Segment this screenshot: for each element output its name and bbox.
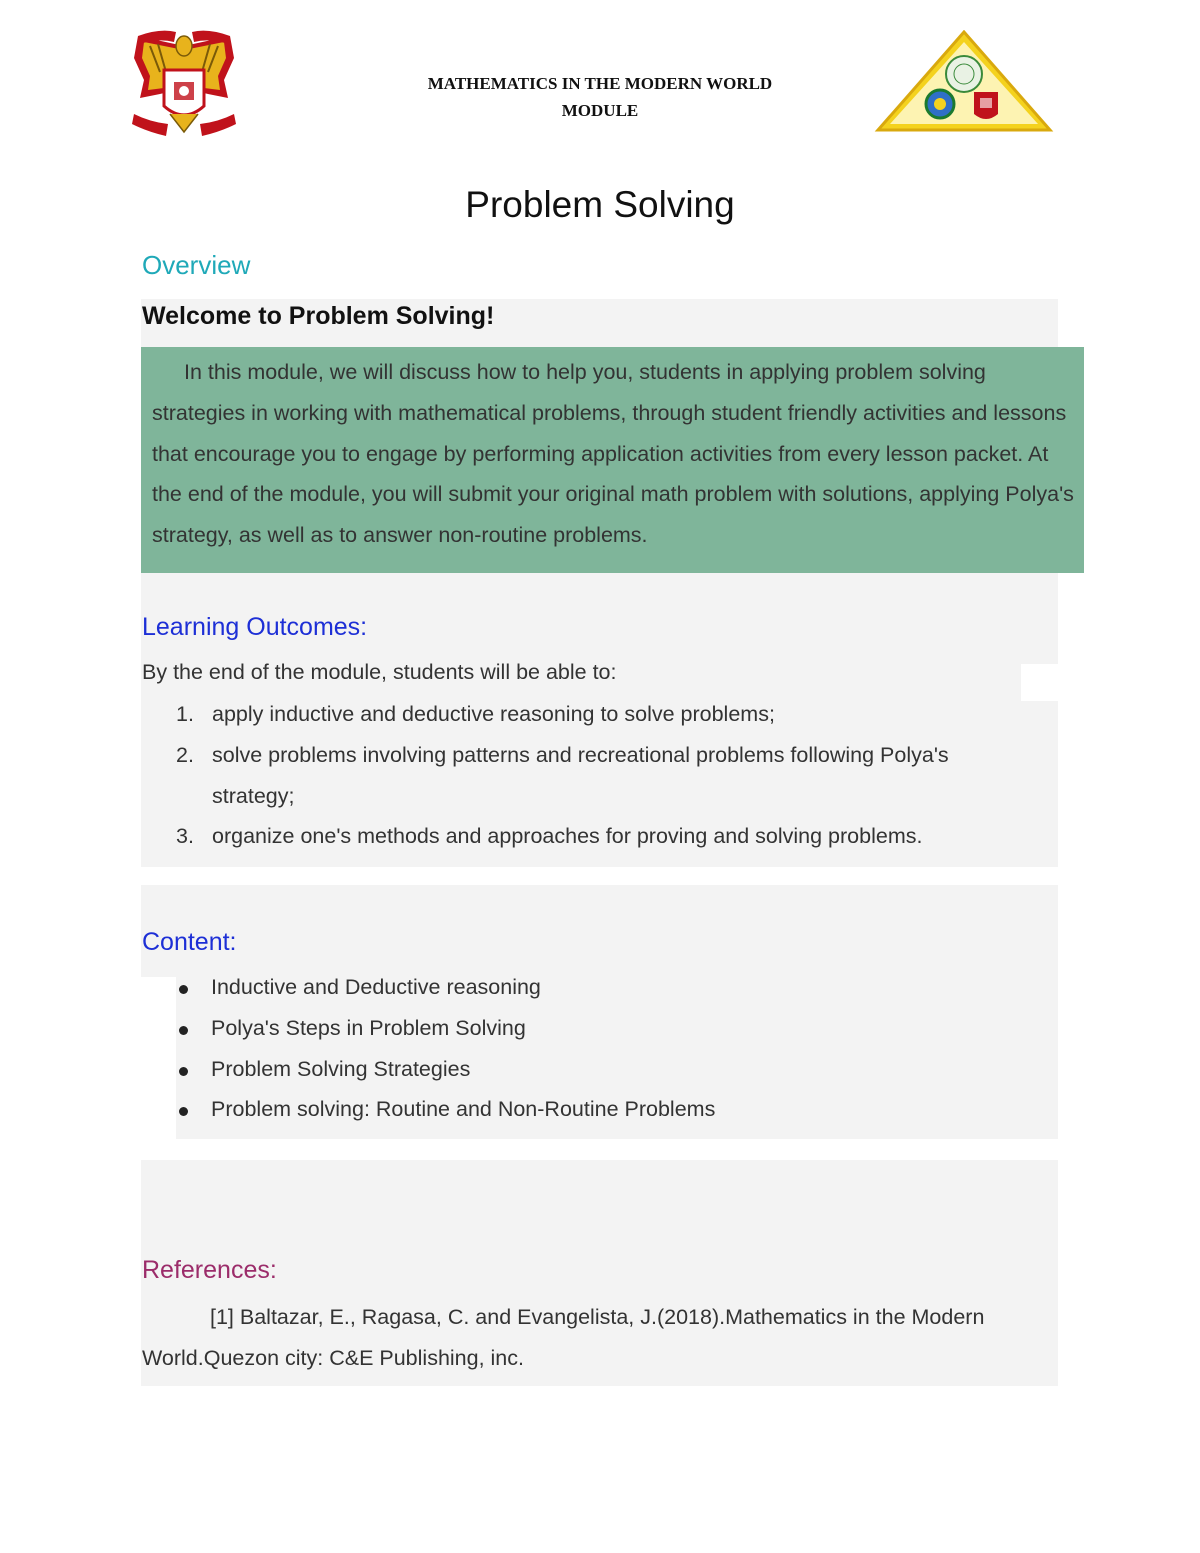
outcome-text: apply inductive and deductive reasoning to solve problems; xyxy=(212,702,775,726)
reference-text: [1] Baltazar, E., Ragasa, C. and Evangelista, J.(2018).Mathematics in the Modern World.Quezon city: C&E Publishing, inc. xyxy=(142,1305,985,1370)
outcome-number: 1. xyxy=(176,702,194,726)
learning-outcomes-intro: By the end of the module, students will be able to: xyxy=(142,660,617,684)
reference-item xyxy=(142,1297,1042,1379)
content-item-text: Polya's Steps in Problem Solving xyxy=(211,1016,526,1040)
content-heading: Content: xyxy=(142,928,237,956)
content-item-text: Inductive and Deductive reasoning xyxy=(211,975,541,999)
outcome-number: 3. xyxy=(176,824,194,848)
content-section-header xyxy=(141,885,1058,977)
overview-body: In this module, we will discuss how to help you, students in applying problem solving strategies in working with mathematical problems, through student friendly activities and lessons that encourage you to engage by performing application activities from every lesson packet. At the end of the module, you will submit your original math problem with solutions, applying Polya's strategy, as well as to answer non-routine problems. xyxy=(152,360,1074,548)
content-item-text: Problem Solving Strategies xyxy=(211,1057,471,1081)
outcome-item xyxy=(176,735,1046,817)
references-heading: References: xyxy=(142,1256,277,1284)
bullet-icon xyxy=(179,1026,188,1035)
overview-heading: Overview xyxy=(142,250,251,280)
bullet-icon xyxy=(179,985,188,994)
university-crest-logo xyxy=(130,28,238,143)
outcome-item xyxy=(176,694,1046,735)
learning-outcomes-heading: Learning Outcomes: xyxy=(142,613,368,641)
college-triangle-logo xyxy=(874,30,1054,134)
header-title-line2: MODULE xyxy=(561,101,639,120)
module-header-title xyxy=(400,70,800,124)
outcome-number: 2. xyxy=(176,743,194,767)
outcome-item xyxy=(176,816,1046,857)
outcome-text: organize one's methods and approaches for proving and solving problems. xyxy=(212,824,923,848)
bullet-icon xyxy=(179,1107,188,1116)
outcome-text: solve problems involving patterns and recreational problems following Polya's strategy; xyxy=(212,743,949,808)
welcome-text: Welcome to Problem Solving! xyxy=(142,302,495,330)
header-title-line1: MATHEMATICS IN THE MODERN WORLD xyxy=(427,74,773,93)
overview-body-text xyxy=(152,352,1077,556)
content-item-text: Problem solving: Routine and Non-Routine Problems xyxy=(211,1097,716,1121)
bullet-icon xyxy=(179,1067,188,1076)
page-title: Problem Solving xyxy=(465,184,735,225)
